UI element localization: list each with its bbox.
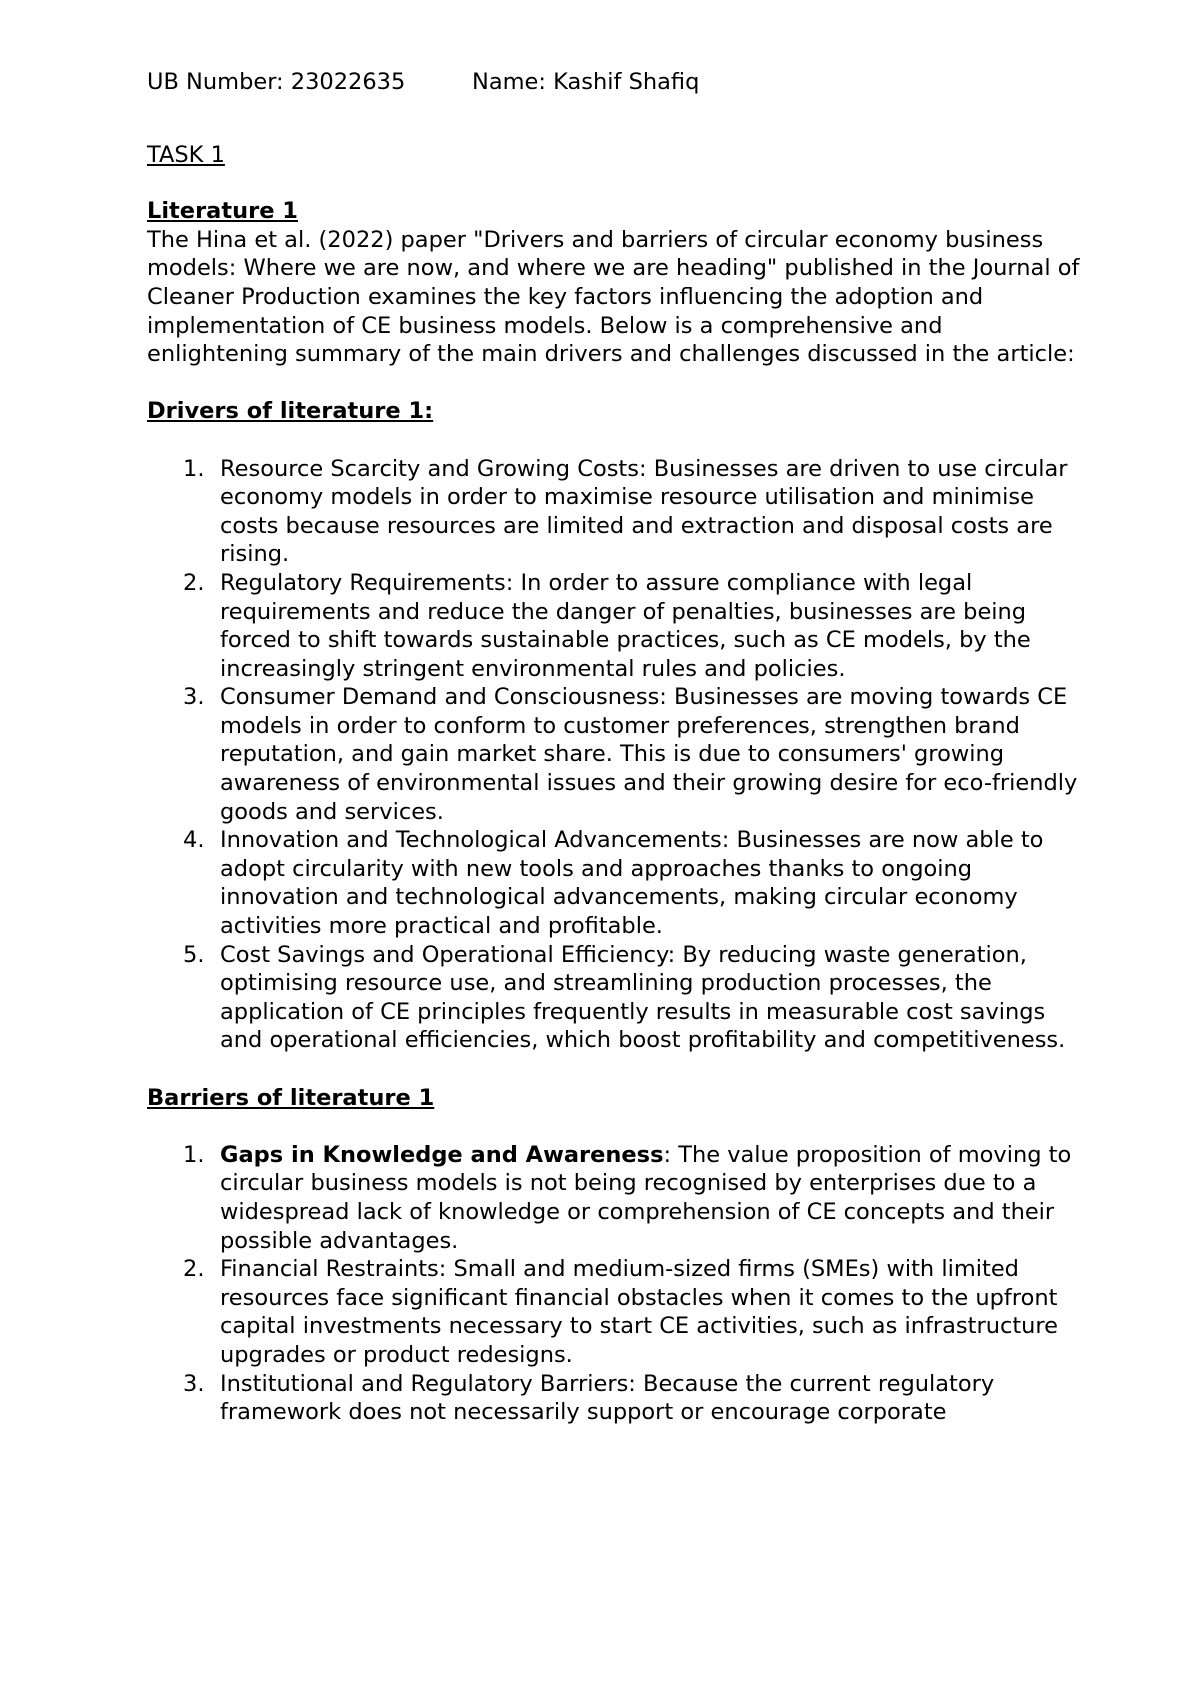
literature-intro: The Hina et al. (2022) paper "Drivers and barriers of circular economy business models: Where we are now, and where we are heading" published in the Journal of Cleaner Production examines the key factors influencing the adoption and implementation of CE business models. Below is a comprehensive and enlightening summary of the main drivers and challenges discussed in the article: xyxy=(147,226,1080,368)
list-item-text: : The value proposition of moving to circular business models is not being recognised by enterprises due to a widespread lack of knowledge or comprehension of CE concepts and their possible advantages. xyxy=(220,1141,1072,1254)
ub-number: UB Number: 23022635 xyxy=(147,69,406,95)
list-item-text: Resource Scarcity and Growing Costs: Businesses are driven to use circular economy models in order to maximise resource utilisation and minimise costs because resources are limited and extraction and disposal costs are rising. xyxy=(220,455,1068,568)
list-item xyxy=(147,455,1087,569)
list-item xyxy=(147,941,1087,1055)
list-number: 1. xyxy=(183,455,205,482)
list-item xyxy=(147,1255,1087,1369)
drivers-list xyxy=(147,455,1087,1055)
list-item-text: Financial Restraints: Small and medium-sized firms (SMEs) with limited resources face significant financial obstacles when it comes to the upfront capital investments necessary to start CE activities, such as infrastructure upgrades or product redesigns. xyxy=(220,1256,1059,1368)
drivers-heading: Drivers of literature 1: xyxy=(147,398,434,425)
barriers-heading: Barriers of literature 1 xyxy=(147,1084,435,1111)
list-number: 4. xyxy=(183,827,205,854)
list-number: 2. xyxy=(183,1256,205,1283)
list-item xyxy=(147,683,1087,826)
list-number: 3. xyxy=(183,1370,205,1397)
barriers-list xyxy=(147,1141,1087,1427)
literature-heading: Literature 1 xyxy=(147,198,298,225)
student-name: Name: Kashif Shafiq xyxy=(472,69,700,95)
list-number: 1. xyxy=(183,1141,205,1168)
list-item xyxy=(147,1370,1087,1427)
list-item xyxy=(147,826,1087,940)
list-item xyxy=(147,1141,1087,1255)
list-item-text: Cost Savings and Operational Efficiency: By reducing waste generation, optimising resource use, and streamlining production processes, the application of CE principles frequently results in measurable cost savings and operational efficiencies, which boost profitability and competitiveness. xyxy=(220,941,1066,1054)
list-number: 5. xyxy=(183,941,205,968)
list-item-text: Innovation and Technological Advancements: Businesses are now able to adopt circularity with new tools and approaches thanks to ongoing innovation and technological advancements, making circular economy activities more practical and profitable. xyxy=(220,827,1044,940)
student-header xyxy=(147,68,1087,97)
list-number: 2. xyxy=(183,569,205,596)
list-item xyxy=(147,569,1087,683)
document-page xyxy=(147,68,1087,1427)
list-item-text: Regulatory Requirements: In order to assure compliance with legal requirements and reduce the danger of penalties, businesses are being forced to shift towards sustainable practices, such as CE models, by the increasingly stringent environmental rules and policies. xyxy=(220,569,1031,682)
task-label: TASK 1 xyxy=(147,141,225,168)
list-number: 3. xyxy=(183,684,205,711)
list-item-text: Consumer Demand and Consciousness: Businesses are moving towards CE models in order to conform to customer preferences, strengthen brand reputation, and gain market share. This is due to consumers' growing awareness of environmental issues and their growing desire for eco-friendly goods and services. xyxy=(220,684,1078,825)
list-item-bold-lead: Gaps in Knowledge and Awareness xyxy=(220,1141,664,1168)
list-item-text: Institutional and Regulatory Barriers: Because the current regulatory framework does not necessarily support or encourage corporate xyxy=(220,1370,995,1426)
